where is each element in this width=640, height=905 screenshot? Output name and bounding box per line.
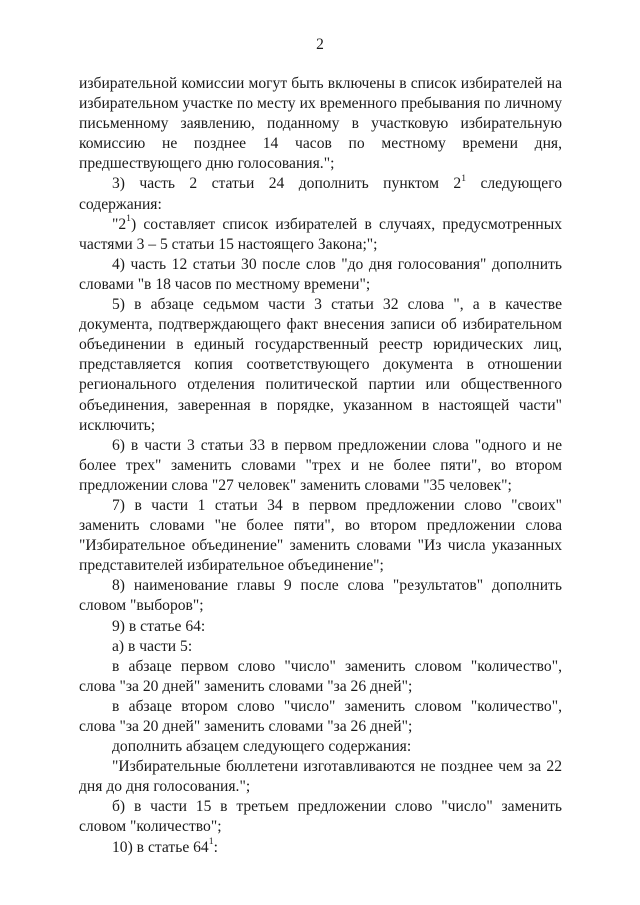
paragraph-item-6: 6) в части 3 статьи 33 в первом предложении слова "одного и не более трех" заменить словами "трех и не более пяти", во втором предложении слова "27 человек" заменить словами "35 человек"; [79, 436, 562, 494]
superscript: 1 [208, 835, 214, 847]
paragraph-item-5: 5) в абзаце седьмом части 3 статьи 32 слова ", а в качестве документа, подтверждающего факт внесения записи об избирательном объединении в единый государственный реестр юридических лиц, представляется копия соответствующего документа в отношении регионального отделения политической партии или общественного объединения, заверенная в порядке, указанном в настоящей части" исключить; [79, 296, 562, 434]
paragraph-text: 3) часть 2 статьи 24 дополнить пунктом 2 [112, 175, 462, 193]
paragraph-item-4: 4) часть 12 статьи 30 после слов "до дня голосования" дополнить словами "в 18 часов по местному времени"; [79, 255, 562, 293]
paragraph-add-abzac: дополнить абзацем следующего содержания: [112, 738, 412, 756]
document-body [79, 74, 562, 858]
paragraph-item-7: 7) в части 1 статьи 34 в первом предложении слово "своих" заменить словами "не более пяти", во втором предложении слова "Избирательное объединение" заменить словами "Из числа указанных представителей избирательное объединение"; [79, 496, 562, 575]
paragraph-abzac-1: в абзаце первом слово "число" заменить словом "количество", слова "за 20 дней" заменить словами "за 26 дней"; [79, 657, 562, 695]
superscript: 1 [461, 172, 467, 184]
paragraph-continuation: избирательной комиссии могут быть включены в список избирателей на избирательном участке по месту их временного пребывания по личному письменному заявлению, поданному в участковую избирательную комиссию не позднее 14 часов по местному времени дня, предшествующего дню голосования."; [79, 75, 562, 173]
paragraph-quote-ballots: "Избирательные бюллетени изготавливаются не позднее чем за 22 дня до дня голосования."; [79, 758, 562, 796]
paragraph-item-3 [79, 174, 562, 214]
paragraph-subitem-b: б) в части 15 в третьем предложении слово "число" заменить словом "количество"; [79, 798, 562, 836]
paragraph-item-8: 8) наименование главы 9 после слова "результатов" дополнить словом "выборов"; [79, 577, 562, 615]
paragraph-text: следующего содержания: [79, 175, 562, 213]
paragraph-item-9: 9) в статье 64: [112, 617, 206, 635]
paragraph-subitem-a: а) в части 5: [112, 637, 193, 655]
paragraph-text: ) составляет список избирателей в случаях, предусмотренных частями 3 – 5 статьи 15 настоящего Закона;"; [79, 215, 562, 253]
paragraph-text: : [213, 838, 218, 856]
superscript: 1 [126, 213, 131, 225]
page-number: 2 [316, 36, 324, 53]
paragraph-text: 10) в статье 64 [112, 838, 209, 856]
paragraph-item-10 [79, 835, 562, 858]
paragraph-abzac-2: в абзаце втором слово "число" заменить словом "количество", слова "за 20 дней" заменить словами "за 26 дней"; [79, 697, 562, 735]
paragraph-quote-point [79, 215, 562, 255]
paragraph-text: "2 [112, 215, 127, 233]
